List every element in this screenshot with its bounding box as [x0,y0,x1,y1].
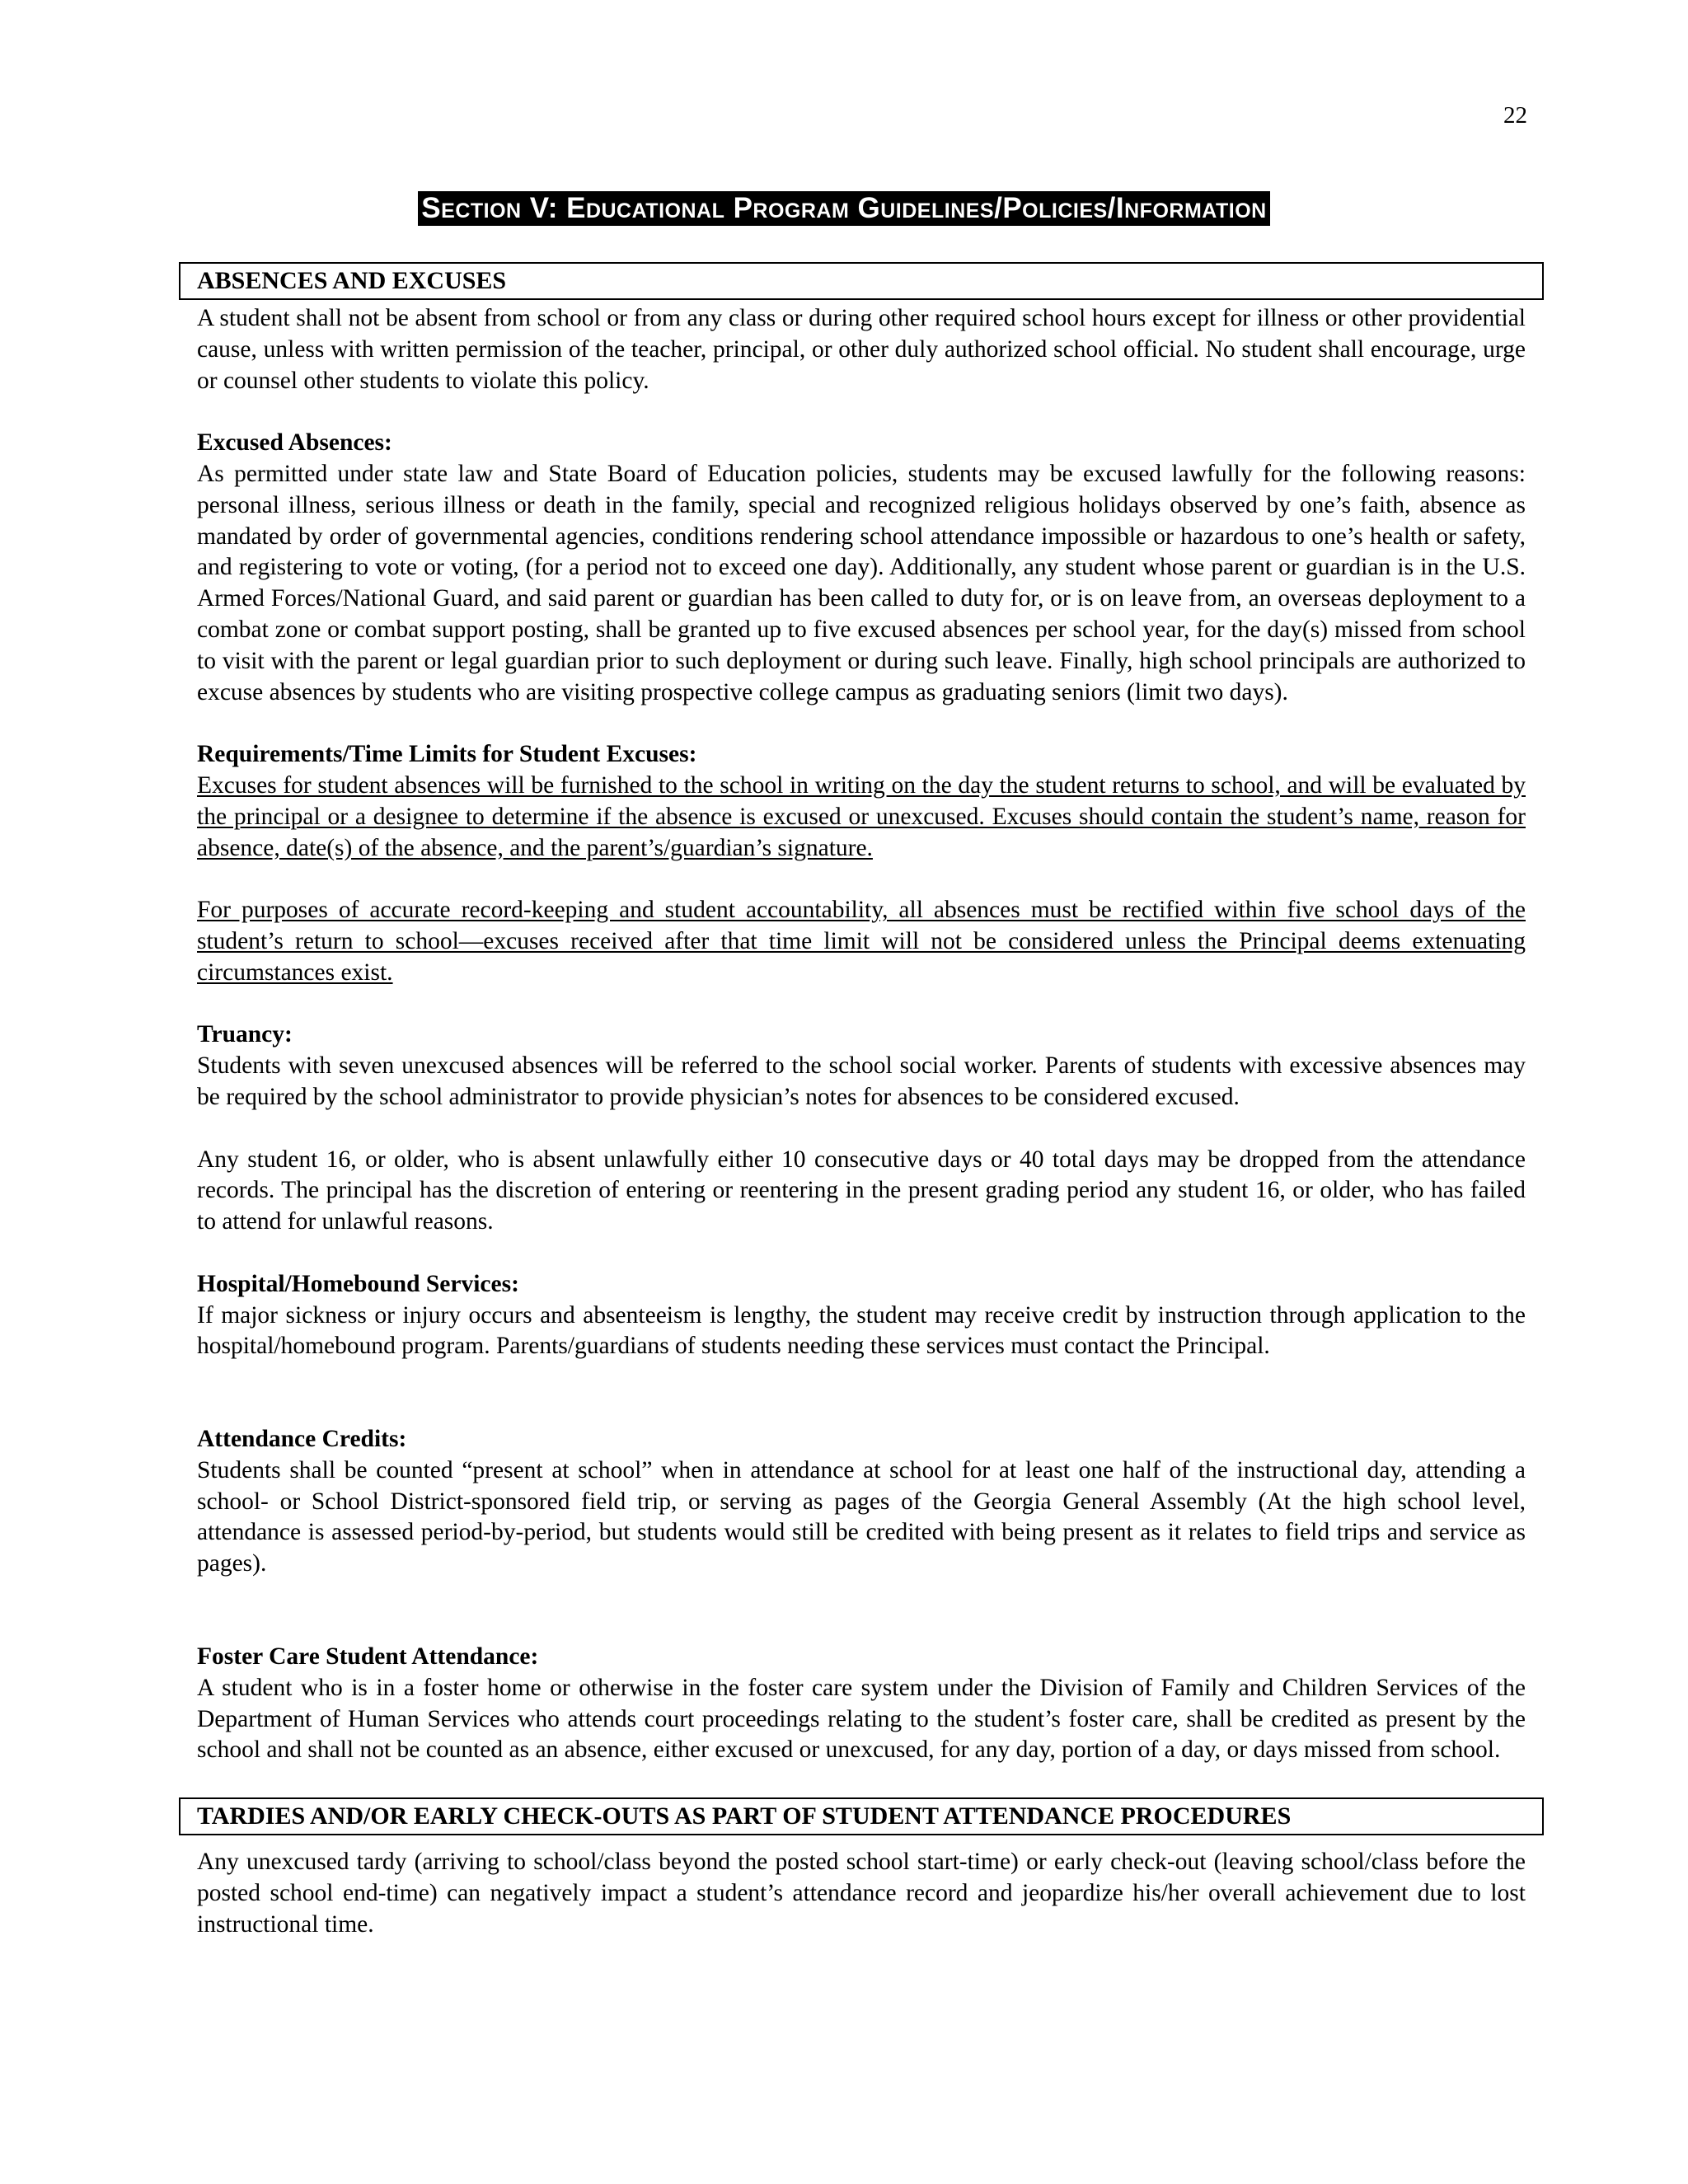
requirements-block [197,739,1526,864]
tardies-header: TARDIES AND/OR EARLY CHECK-OUTS AS PART OF STUDENT ATTENDANCE PROCEDURES [179,1797,1544,1835]
truancy-heading: Truancy: [197,1021,293,1048]
section-title-wrap [0,191,1688,226]
tardies-section [179,1847,1544,1940]
section-title: Section V: Educational Program Guidelines/Policies/Information [418,191,1269,226]
requirements-text-2: For purposes of accurate record-keeping and student accountability, all absences must be rectified within five school days of the student’s return to school—excuses received after that time limit will not be considered unless the Principal deems extenuating circumstances exist. [197,897,1526,986]
truancy-block [197,1019,1526,1113]
requirements-paragraph-2 [197,895,1526,988]
requirements-text-1: Excuses for student absences will be furnished to the school in writing on the day the student returns to school, and will be evaluated by the principal or a designee to determine if the absence is excused or unexcused. Excuses should contain the student’s name, reason for absence, date(s) of the absence, and the parent’s/guardian’s signature. [197,771,1526,861]
credits-heading: Attendance Credits: [197,1426,407,1453]
hospital-text: If major sickness or injury occurs and absenteeism is lengthy, the student may receive credit by instruction through application to the hospital/homebound program. Parents/guardians of students needing these services must contact the Principal. [197,1301,1526,1360]
foster-text: A student who is in a foster home or otherwise in the foster care system under the Division of Family and Children Services of the Department of Human Services who attends court proceedings relating to the student’s foster care, shall be credited as present by the school and shall not be counted as an absence, either excused or unexcused, for any day, portion of a day, or days missed from school. [197,1674,1526,1764]
excused-absences-text: As permitted under state law and State Board of Education policies, students may be excused lawfully for the following reasons: personal illness, serious illness or death in the family, special and recognized religious holidays observed by one’s faith, absence as mandated by order of governmental agencies, conditions rendering school attendance impossible or hazardous to one’s health or safety, and registering to vote or voting, (for a period not to exceed one day). Additionally, any student whose parent or guardian is in the U.S. Armed Forces/National Guard, and said parent or guardian has been called to duty for, or is on leave from, an overseas deployment to a combat zone or combat support posting, shall be granted up to five excused absences per school year, for the day(s) missed from school to visit with the parent or legal guardian prior to such deployment or during such leave. Finally, high school principals are authorized to excuse absences by students who are visiting prospective college campus as graduating seniors (limit two days). [197,460,1526,705]
foster-block [197,1642,1526,1766]
excused-absences-heading: Excused Absences: [197,429,392,457]
requirements-heading: Requirements/Time Limits for Student Excuses: [197,741,697,768]
absences-intro: A student shall not be absent from school or from any class or during other required school hours except for illness or other providential cause, unless with written permission of the teacher, principal, or other duly authorized school official. No student shall encourage, urge or counsel other students to violate this policy. [197,305,1526,394]
hospital-heading: Hospital/Homebound Services: [197,1270,519,1297]
hospital-block [197,1269,1526,1362]
excused-absences-block [197,428,1526,708]
tardies-text: Any unexcused tardy (arriving to school/class beyond the posted school start-time) or early check-out (leaving school/class before the posted school end-time) can negatively impact a student’s attendance record and jeopardize his/her overall achievement due to lost instructional time. [197,1849,1526,1938]
foster-heading: Foster Care Student Attendance: [197,1643,539,1671]
absences-header: ABSENCES AND EXCUSES [179,262,1544,300]
page-number: 22 [1503,102,1527,129]
truancy-text-2: Any student 16, or older, who is absent unlawfully either 10 consecutive days or 40 total days may be dropped from the attendance records. The principal has the discretion of entering or reentering in the present grading period any student 16, or older, who has failed to attend for unlawful reasons. [197,1146,1526,1235]
truancy-text-1: Students with seven unexcused absences will be referred to the school social worker. Parents of students with excessive absences may be required by the school administrator to provide physician’s notes for absences to be considered excused. [197,1052,1526,1110]
credits-block [197,1424,1526,1580]
document-body [179,262,1544,1971]
absences-section [179,303,1544,1766]
credits-text: Students shall be counted “present at school” when in attendance at school for at least one half of the instructional day, attending a school- or School District-sponsored field trip, or serving as pages of the Georgia General Assembly (At the high school level, attendance is assessed period-by-period, but students would still be credited with being present as it relates to field trips and service as pages). [197,1456,1526,1577]
